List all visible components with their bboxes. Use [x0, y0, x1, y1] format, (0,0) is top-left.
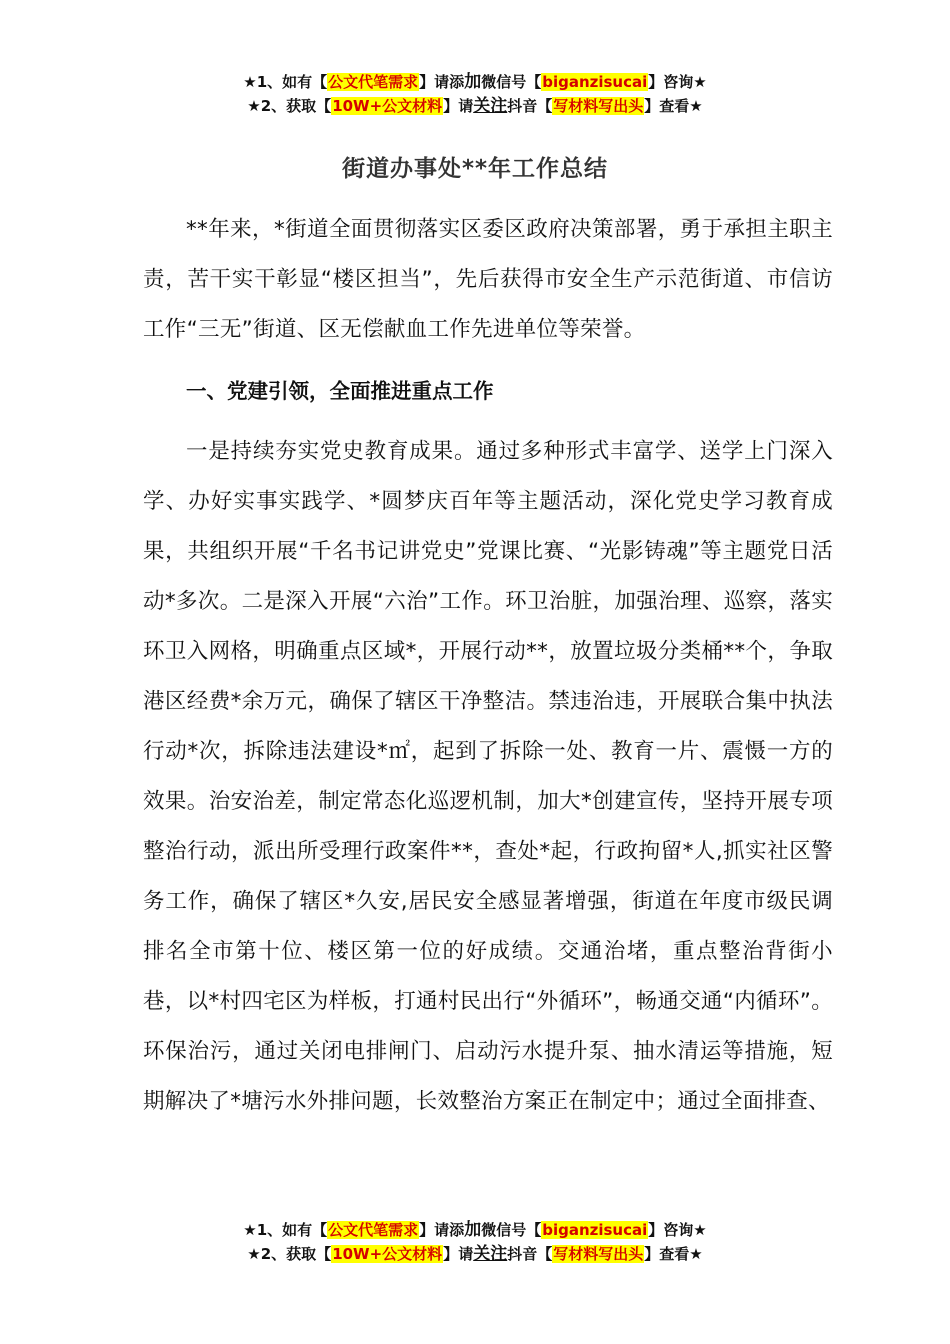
promo-line-1 [0, 70, 950, 94]
promo-wechat-id: biganzisucai [542, 1221, 648, 1239]
promo-line-2 [0, 1242, 950, 1266]
promo-text: 】请 [443, 97, 474, 115]
document-body [143, 205, 833, 1127]
promo-text: 微信号【 [481, 73, 542, 91]
section-heading: 一、党建引领，全面推进重点工作 [186, 379, 494, 403]
promo-text: 】请添 [419, 73, 465, 91]
promo-text: 】请添 [419, 1221, 465, 1239]
section-paragraph: 一是持续夯实党史教育成果。通过多种形式丰富学、送学上门深入学、办好实事实践学、*圆梦庆百年等主题活动，深化党史学习教育成果，共组织开展“千名书记讲党史”党课比赛、“光影铸魂”等主题党日活动*多次。二是深入开展“六治”工作。环卫治脏，加强治理、巡察，落实环卫入网格，明确重点区域*，开展行动**，放置垃圾分类桶**个，争取港区经费*余万元，确保了辖区干净整洁。禁违治违，开展联合集中执法行动*次，拆除违法建设*㎡，起到了拆除一处、教育一片、震慑一方的效果。治安治差，制定常态化巡逻机制，加大*创建宣传，坚持开展专项整治行动，派出所受理行政案件**，查处*起，行政拘留*人,抓实社区警务工作，确保了辖区*久安,居民安全感显著增强，街道在年度市级民调排名全市第十位、楼区第一位的好成绩。交通治堵，重点整治背街小巷，以*村四宅区为样板，打通村民出行“外循环”，畅通交通“内循环”。环保治污，通过关闭电排闸门、启动污水提升泵、抽水清运等措施，短期解决了*塘污水外排问题，长效整治方案正在制定中；通过全面排查、 [143, 439, 833, 1114]
promo-emphasis: 关注 [473, 96, 508, 116]
promo-footer [0, 1218, 950, 1266]
promo-line-1 [0, 1218, 950, 1242]
promo-text: 抖音【 [507, 97, 553, 115]
promo-highlight: 公文代笔需求 [328, 1221, 419, 1239]
promo-text: ★2、获取【 [247, 1245, 332, 1263]
promo-douyin-id: 写材料写出头 [553, 1245, 644, 1263]
promo-text: ★1、如有【 [243, 73, 328, 91]
promo-emphasis: 关注 [473, 1244, 508, 1264]
promo-highlight: 公文代笔需求 [328, 73, 419, 91]
document-title: 街道办事处**年工作总结 [341, 156, 609, 182]
promo-text: ★2、获取【 [247, 97, 332, 115]
promo-emphasis: 加 [464, 72, 482, 92]
promo-text: 】咨询★ [648, 73, 707, 91]
promo-text: 】查看★ [644, 97, 703, 115]
promo-emphasis: 加 [464, 1220, 482, 1240]
promo-wechat-id: biganzisucai [542, 73, 648, 91]
intro-paragraph: **年来，*街道全面贯彻落实区委区政府决策部署，勇于承担主职主责，苦干实干彰显“楼区担当”，先后获得市安全生产示范街道、市信访工作“三无”街道、区无偿献血工作先进单位等荣誉。 [143, 217, 833, 342]
promo-text: 】咨询★ [648, 1221, 707, 1239]
promo-text: 抖音【 [507, 1245, 553, 1263]
promo-header [0, 70, 950, 118]
promo-text: 微信号【 [481, 1221, 542, 1239]
promo-line-2 [0, 94, 950, 118]
promo-text: 】查看★ [644, 1245, 703, 1263]
promo-douyin-id: 写材料写出头 [553, 97, 644, 115]
promo-highlight: 10W+公文材料 [332, 97, 443, 115]
promo-highlight: 10W+公文材料 [332, 1245, 443, 1263]
promo-text: 】请 [443, 1245, 474, 1263]
promo-text: ★1、如有【 [243, 1221, 328, 1239]
